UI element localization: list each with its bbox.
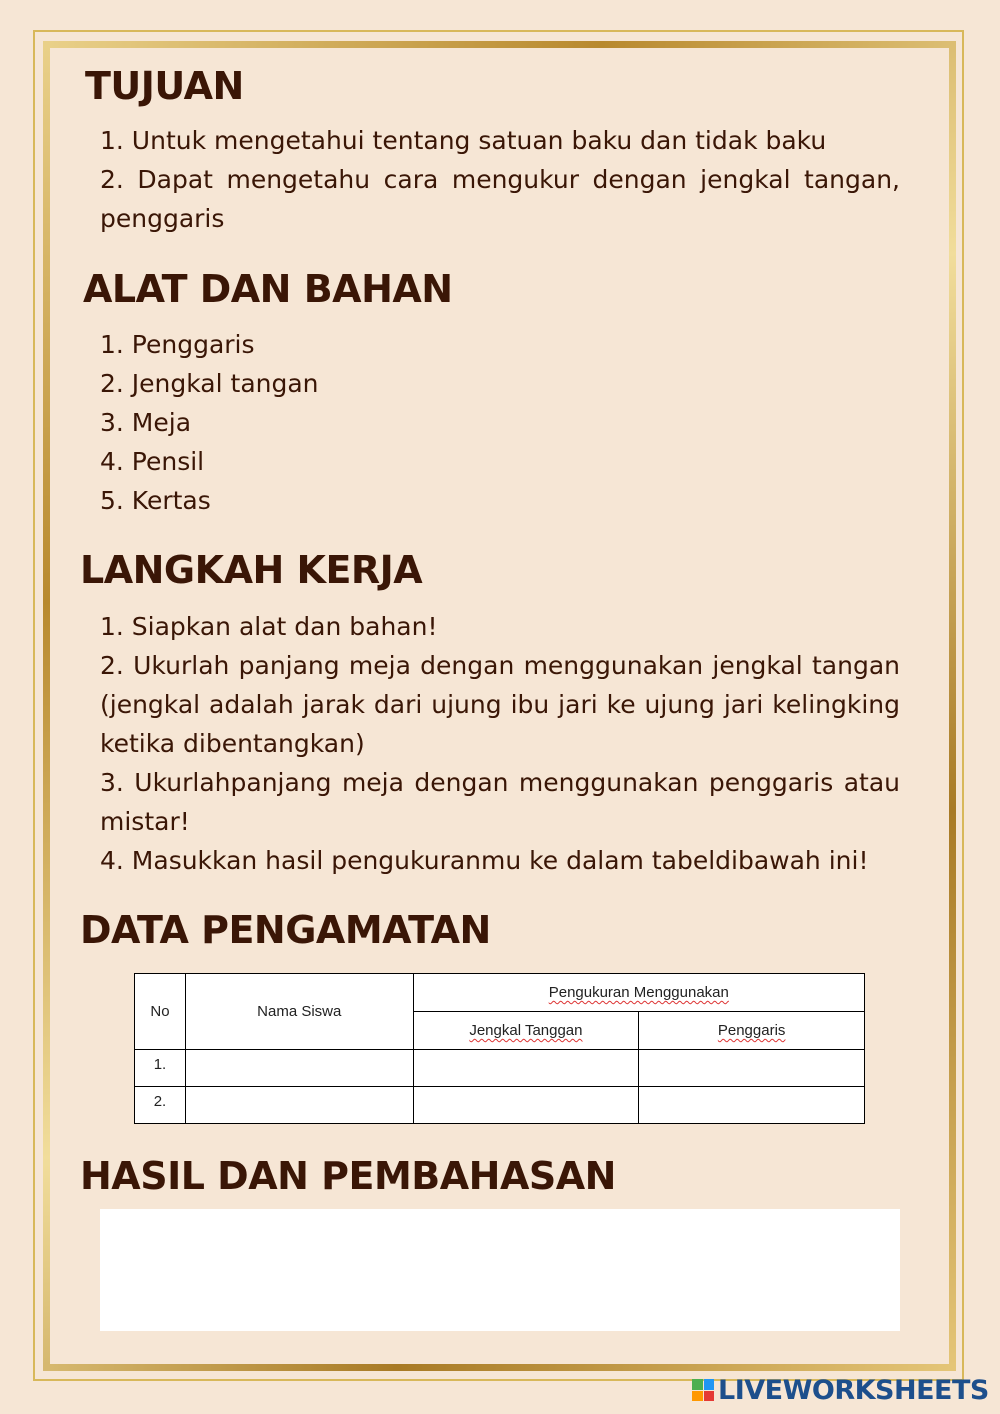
heading-tujuan: TUJUAN	[85, 64, 244, 108]
list-item: 3. Meja	[100, 408, 192, 437]
heading-langkah-kerja: LANGKAH KERJA	[80, 548, 423, 592]
list-item: 1. Untuk mengetahui tentang satuan baku dan tidak baku	[100, 126, 827, 155]
list-item: 5. Kertas	[100, 486, 211, 515]
header-nama-siswa: Nama Siswa	[185, 974, 413, 1050]
list-item: 2. Ukurlah panjang meja dengan menggunakan jengkal tangan (jengkal adalah jarak dari ujung ibu jari ke ujung jari kelingking ketika dibentangkan)	[100, 651, 900, 758]
heading-hasil-pembahasan: HASIL DAN PEMBAHASAN	[80, 1154, 616, 1198]
list-item: 3. Ukurlahpanjang meja dengan menggunakan penggaris atau mistar!	[100, 768, 900, 836]
cell-jengkal-input[interactable]	[413, 1050, 639, 1087]
cell-penggaris-input[interactable]	[639, 1087, 865, 1124]
observation-table	[134, 973, 865, 1124]
list-item: 1. Penggaris	[100, 330, 255, 359]
alat-list	[100, 325, 900, 520]
langkah-list	[100, 607, 900, 880]
list-item: 2. Jengkal tangan	[100, 369, 319, 398]
liveworksheets-logo-icon	[692, 1379, 714, 1401]
heading-alat-bahan: ALAT DAN BAHAN	[83, 267, 453, 311]
list-item: 1. Siapkan alat dan bahan!	[100, 612, 438, 641]
header-no: No	[135, 974, 186, 1050]
header-pengukuran: Pengukuran Menggunakan	[413, 974, 864, 1012]
tujuan-list	[100, 121, 900, 238]
header-penggaris: Penggaris	[639, 1012, 865, 1050]
row-no: 1.	[135, 1050, 186, 1087]
table-header-row	[135, 974, 865, 1012]
cell-penggaris-input[interactable]	[639, 1050, 865, 1087]
header-jengkal: Jengkal Tanggan	[413, 1012, 639, 1050]
list-item: 4. Pensil	[100, 447, 205, 476]
liveworksheets-logo	[692, 1374, 989, 1406]
heading-data-pengamatan: DATA PENGAMATAN	[80, 908, 491, 952]
cell-nama-input[interactable]	[185, 1050, 413, 1087]
cell-jengkal-input[interactable]	[413, 1087, 639, 1124]
list-item: 4. Masukkan hasil pengukuranmu ke dalam tabeldibawah ini!	[100, 846, 869, 875]
list-item: 2. Dapat mengetahu cara mengukur dengan jengkal tangan, penggaris	[100, 165, 900, 233]
table-row	[135, 1050, 865, 1087]
hasil-answer-area[interactable]	[100, 1209, 900, 1331]
row-no: 2.	[135, 1087, 186, 1124]
logo-text: LIVEWORKSHEETS	[718, 1374, 989, 1406]
cell-nama-input[interactable]	[185, 1087, 413, 1124]
table-row	[135, 1087, 865, 1124]
